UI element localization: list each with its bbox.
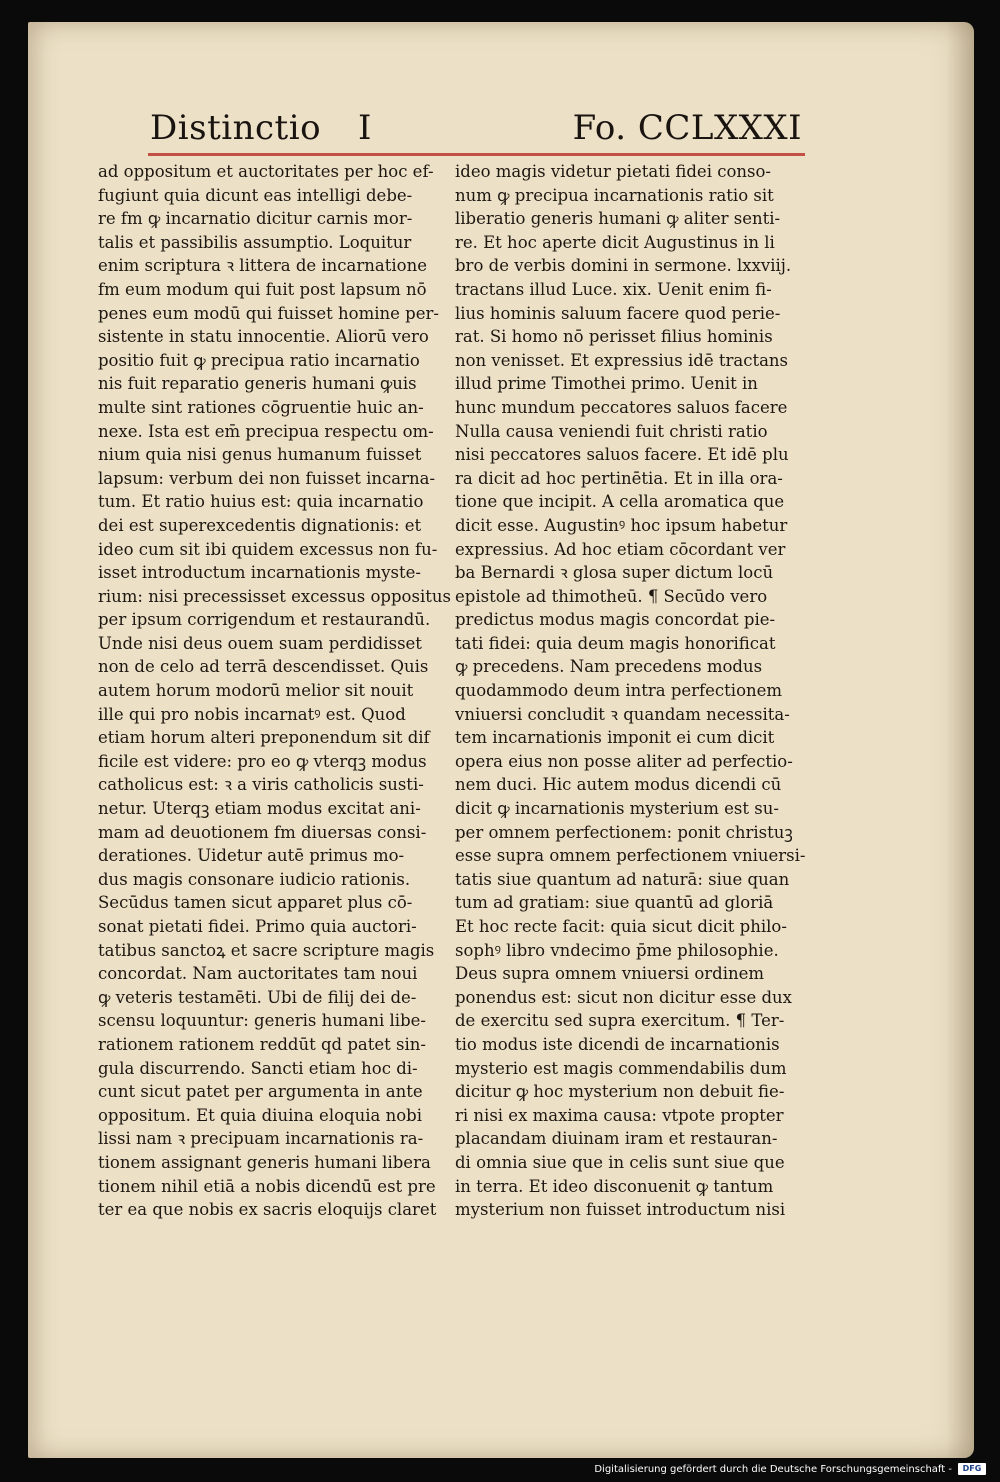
text-line: enim scriptura ꝛ littera de incarnatione [98, 256, 427, 276]
text-line: predictus modus magis concordat pie- [455, 610, 776, 630]
header-red-rule [148, 153, 805, 156]
text-line: cunt sicut patet per argumenta in ante [98, 1082, 423, 1102]
text-line: tio modus iste dicendi de incarnationis [455, 1034, 780, 1054]
text-line: fm eum modum qui fuit post lapsum nō [98, 279, 427, 299]
text-line: per omnem perfectionem: ponit christuꝫ [455, 822, 793, 842]
text-line: non de celo ad terrā descendisset. Quis [98, 657, 429, 677]
text-line: re fm ꝙ incarnatio dicitur carnis mor- [98, 209, 413, 229]
text-line: num ꝙ precipua incarnationis ratio sit [455, 185, 774, 205]
text-line: concordat. Nam auctoritates tam noui [98, 964, 418, 984]
text-line: nem duci. Hic autem modus dicendi cū [455, 775, 782, 795]
text-line: nium quia nisi genus humanum fuisset [98, 445, 422, 465]
text-line: ꝙ precedens. Nam precedens modus [455, 657, 763, 677]
text-line: bro de verbis domini in sermone. lxxviij. [455, 256, 792, 276]
text-line: lius hominis saluum facere quod perie- [455, 303, 781, 323]
dfg-logo: DFG [958, 1463, 986, 1475]
text-line: oppositum. Et quia diuina eloquia nobi [98, 1105, 422, 1125]
text-line: di omnia siue que in celis sunt siue que [455, 1152, 785, 1172]
digitization-footer [594, 1462, 986, 1476]
text-line: Deus supra omnem vniuersi ordinem [455, 964, 765, 984]
text-line: ba Bernardi ꝛ glosa super dictum locū [455, 563, 774, 583]
text-line: in terra. Et ideo disconuenit ꝙ tantum [455, 1176, 774, 1196]
text-line: penes eum modū qui fuisset homine per- [98, 303, 439, 323]
text-line: talis et passibilis assumptio. Loquitur [98, 232, 412, 252]
text-line: placandam diuinam iram et restauran- [455, 1129, 778, 1149]
text-line: tione que incipit. A cella aromatica que [455, 492, 785, 512]
text-line: fugiunt quia dicunt eas intelligi debe- [98, 185, 413, 205]
text-line: ideo magis videtur pietati fidei conso- [455, 162, 771, 181]
text-line: multe sint rationes cōgruentie huic an- [98, 397, 424, 417]
text-line: ri nisi ex maxima causa: vtpote propter [455, 1105, 784, 1125]
text-line: autem horum modorū melior sit nouit [98, 681, 414, 701]
text-line: catholicus est: ꝛ a viris catholicis susti- [98, 775, 424, 795]
footer-credit: Digitalisierung gefördert durch die Deutsche Forschungsgemeinschaft - [594, 1463, 952, 1475]
text-line: ra dicit ad hoc pertinētia. Et in illa ora- [455, 468, 783, 488]
text-line: tractans illud Luce. xix. Uenit enim fi- [455, 279, 772, 299]
text-line: sophꝰ libro vndecimo p̄me philosophie. [455, 940, 779, 960]
text-line: tionem assignant generis humani libera [98, 1152, 431, 1172]
text-line: lapsum: verbum dei non fuisset incarna- [98, 468, 436, 488]
text-line: derationes. Uidetur autē primus mo- [98, 846, 405, 866]
text-line: sistente in statu innocentie. Aliorū vero [98, 327, 429, 347]
text-line: ficile est videre: pro eo ꝙ vterqꝫ modus [98, 751, 427, 771]
left-text-column [98, 160, 451, 1222]
header-folio: Fo. CCLXXXI [572, 108, 802, 148]
text-line: esse supra omnem perfectionem vniuersi- [455, 846, 806, 866]
text-line: mam ad deuotionem fm diuersas consi- [98, 822, 427, 842]
text-line: etiam horum alteri preponendum sit dif [98, 728, 430, 748]
text-line: lissi nam ꝛ precipuam incarnationis ra- [98, 1129, 424, 1149]
text-line: ille qui pro nobis incarnatꝰ est. Quod [98, 704, 406, 724]
text-line: dicitur ꝙ hoc mysterium non debuit fie- [455, 1082, 785, 1102]
text-line: ideo cum sit ibi quidem excessus non fu- [98, 539, 438, 559]
text-line: rat. Si homo nō perisset filius hominis [455, 327, 773, 347]
text-line: de exercitu sed supra exercitum. ¶ Ter- [455, 1011, 785, 1031]
text-line: ponendus est: sicut non dicitur esse dux [455, 987, 792, 1007]
text-line: sonat pietati fidei. Primo quia auctori- [98, 917, 417, 936]
text-line: per ipsum corrigendum et restaurandū. [98, 610, 431, 630]
text-line: opera eius non posse aliter ad perfectio- [455, 751, 793, 771]
text-line: tem incarnationis imponit ei cum dicit [455, 728, 775, 748]
text-line: liberatio generis humani ꝙ aliter senti- [455, 209, 781, 229]
text-line: isset introductum incarnationis myste- [98, 563, 421, 583]
text-line: quodammodo deum intra perfectionem [455, 681, 783, 701]
text-line: ad oppositum et auctoritates per hoc ef- [98, 162, 434, 181]
running-header [150, 108, 802, 156]
text-line: expressius. Ad hoc etiam cōcordant ver [455, 539, 786, 559]
text-line: tatibus sanctoꝝ et sacre scripture magis [98, 940, 435, 960]
text-line: mysterium non fuisset introductum nisi [455, 1200, 786, 1220]
right-text-column [455, 160, 806, 1222]
text-line: nis fuit reparatio generis humani ꝙuis [98, 374, 417, 394]
text-line: rium: nisi precessisset excessus oppositus [98, 586, 451, 606]
header-number: I [358, 108, 372, 148]
text-line: gula discurrendo. Sancti etiam hoc di- [98, 1058, 418, 1078]
text-line: hunc mundum peccatores saluos facere [455, 397, 788, 417]
text-line: nexe. Ista est em̄ precipua respectu om- [98, 421, 434, 441]
text-line: rationem rationem reddūt qd patet sin- [98, 1034, 426, 1054]
text-line: non venisset. Et expressius idē tractans [455, 350, 789, 370]
text-line: ter ea que nobis ex sacris eloquijs claret [98, 1200, 437, 1220]
header-distinctio: Distinctio [150, 108, 322, 148]
text-line: Et hoc recte facit: quia sicut dicit philo- [455, 917, 787, 936]
text-line: dicit ꝙ incarnationis mysterium est su- [455, 799, 779, 819]
text-line: ꝙ veteris testamēti. Ubi de filij dei de- [98, 987, 417, 1007]
text-line: Secūdus tamen sicut apparet plus cō- [98, 893, 413, 913]
text-line: tionem nihil etiā a nobis dicendū est pre [98, 1176, 436, 1196]
text-line: dei est superexcedentis dignationis: et [98, 515, 422, 535]
text-line: epistole ad thimotheū. ¶ Secūdo vero [455, 586, 768, 606]
text-line: tum. Et ratio huius est: quia incarnatio [98, 492, 424, 512]
text-line: dus magis consonare iudicio rationis. [98, 869, 411, 889]
text-line: netur. Uterqꝫ etiam modus excitat ani- [98, 799, 421, 819]
text-line: vniuersi concludit ꝛ quandam necessita- [455, 704, 790, 724]
text-line: Unde nisi deus ouem suam perdidisset [98, 633, 422, 653]
text-line: positio fuit ꝙ precipua ratio incarnatio [98, 350, 420, 370]
text-line: dicit esse. Augustinꝰ hoc ipsum habetur [455, 515, 788, 535]
text-line: scensu loquuntur: generis humani libe- [98, 1011, 426, 1031]
text-line: tum ad gratiam: siue quantū ad gloriā [455, 893, 774, 913]
text-line: Nulla causa veniendi fuit christi ratio [455, 421, 768, 441]
text-line: tati fidei: quia deum magis honorificat [455, 633, 776, 653]
text-line: nisi peccatores saluos facere. Et idē plu [455, 445, 789, 465]
text-line: tatis siue quantum ad naturā: siue quan [455, 869, 790, 889]
text-line: mysterio est magis commendabilis dum [455, 1058, 787, 1078]
text-line: illud prime Timothei primo. Uenit in [455, 374, 758, 394]
text-line: re. Et hoc aperte dicit Augustinus in li [455, 232, 775, 252]
